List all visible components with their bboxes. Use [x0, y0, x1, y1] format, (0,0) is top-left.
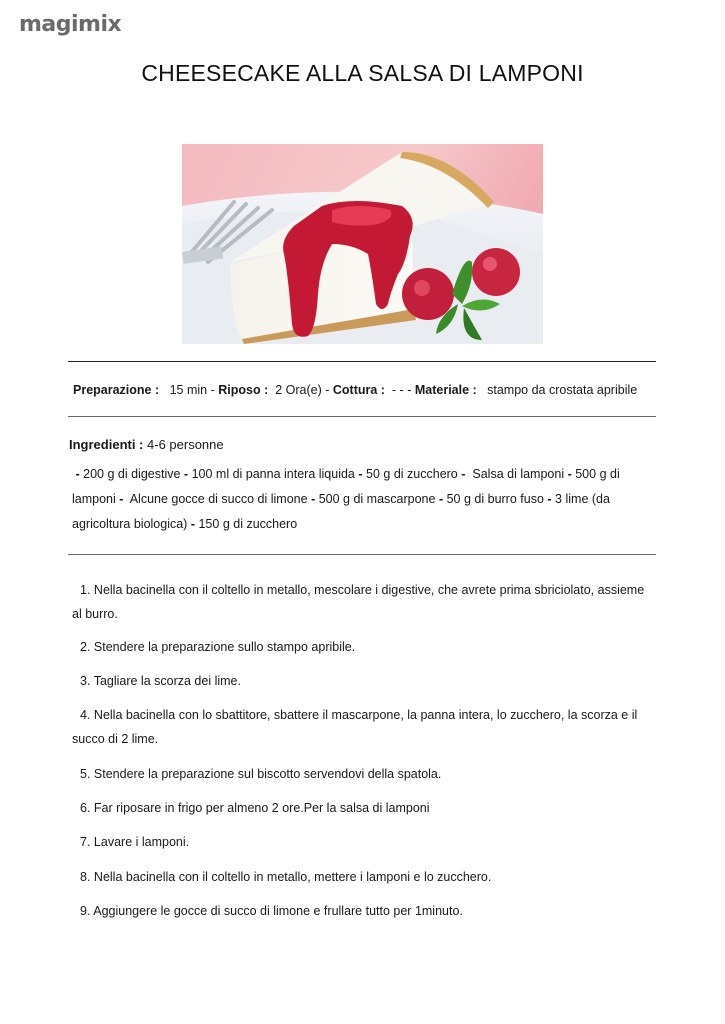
instruction-step	[72, 796, 657, 820]
ingredient-item: 150 g di zucchero	[198, 517, 298, 531]
instruction-step	[72, 669, 657, 693]
instruction-step	[72, 899, 657, 923]
instruction-step	[72, 762, 657, 786]
material-label: Materiale :	[414, 383, 477, 397]
step-number: 2.	[80, 640, 91, 654]
recipe-photo	[182, 144, 543, 344]
meta-separator: -	[325, 383, 330, 397]
ingredient-item: Alcune gocce di succo di limone	[129, 492, 308, 506]
step-text: Lavare i lamponi.	[93, 835, 190, 849]
step-number: 1.	[80, 583, 91, 597]
meta-separator: -	[210, 383, 215, 397]
ingredient-item: 100 ml di panna intera liquida	[191, 467, 355, 481]
step-text: Tagliare la scorza dei lime.	[93, 674, 241, 688]
step-text: Nella bacinella con lo sbattitore, sbattere il mascarpone, la panna intera, lo zucchero, la scorza e il succo di 2 lime.	[72, 708, 638, 746]
step-number: 9.	[80, 904, 91, 918]
ingredient-item: 3 lime (da agricoltura biologica)	[72, 492, 610, 531]
step-text: Nella bacinella con il coltello in metallo, mettere i lamponi e lo zucchero.	[93, 870, 492, 884]
ingredient-item: Salsa di lamponi	[472, 467, 565, 481]
ingredient-item: 50 g di zucchero	[366, 467, 458, 481]
step-number: 4.	[80, 708, 91, 722]
instruction-step	[72, 703, 657, 751]
material-value: stampo da crostata apribile	[487, 383, 638, 397]
step-number: 6.	[80, 801, 91, 815]
cook-value: - -	[391, 383, 404, 397]
brand-logo: magimix	[19, 12, 122, 37]
step-number: 8.	[80, 870, 91, 884]
recipe-meta	[73, 383, 637, 397]
instruction-step	[72, 865, 657, 889]
divider	[68, 416, 656, 417]
ingredient-item: 500 g di mascarpone	[318, 492, 436, 506]
ingredients-list: - 200 g di digestive - 100 ml di panna intera liquida - 50 g di zucchero - Salsa di lamponi - 500 g di lamponi - Alcune gocce di succo di limone - 500 g di mascarpone - 50 g di burro fuso - 3 lime (da agricoltura biologica) - 150 g di zucchero	[72, 467, 620, 531]
prep-label: Preparazione :	[73, 383, 160, 397]
step-text: Aggiungere le gocce di succo di limone e frullare tutto per 1minuto.	[93, 904, 463, 918]
ingredient-item: 500 g di lamponi	[72, 467, 620, 506]
instruction-step	[72, 830, 657, 854]
prep-value: 15 min	[169, 383, 208, 397]
instruction-step	[72, 635, 657, 659]
step-number: 3.	[80, 674, 91, 688]
ingredients-header	[69, 437, 224, 452]
ingredient-item: 50 g di burro fuso	[446, 492, 544, 506]
step-text: Far riposare in frigo per almeno 2 ore.Per la salsa di lamponi	[93, 801, 430, 815]
ingredient-item: 200 g di digestive	[83, 467, 181, 481]
step-text: Stendere la preparazione sul biscotto servendovi della spatola.	[93, 767, 442, 781]
step-text: Nella bacinella con il coltello in metallo, mescolare i digestive, che avrete prima sbriciolato, assieme al burro.	[72, 583, 645, 621]
rest-value: 2 Ora(e)	[275, 383, 322, 397]
divider	[68, 361, 656, 362]
meta-separator: -	[407, 383, 412, 397]
divider	[68, 554, 656, 555]
instruction-step	[72, 578, 657, 626]
ingredients-label: Ingredienti :	[69, 437, 144, 452]
cheesecake-illustration	[182, 144, 543, 344]
step-number: 5.	[80, 767, 91, 781]
step-number: 7.	[80, 835, 91, 849]
servings: 4-6 personne	[147, 437, 224, 452]
step-text: Stendere la preparazione sullo stampo apribile.	[93, 640, 356, 654]
recipe-title: CHEESECAKE ALLA SALSA DI LAMPONI	[141, 60, 584, 86]
cook-label: Cottura :	[332, 383, 385, 397]
rest-label: Riposo :	[218, 383, 269, 397]
